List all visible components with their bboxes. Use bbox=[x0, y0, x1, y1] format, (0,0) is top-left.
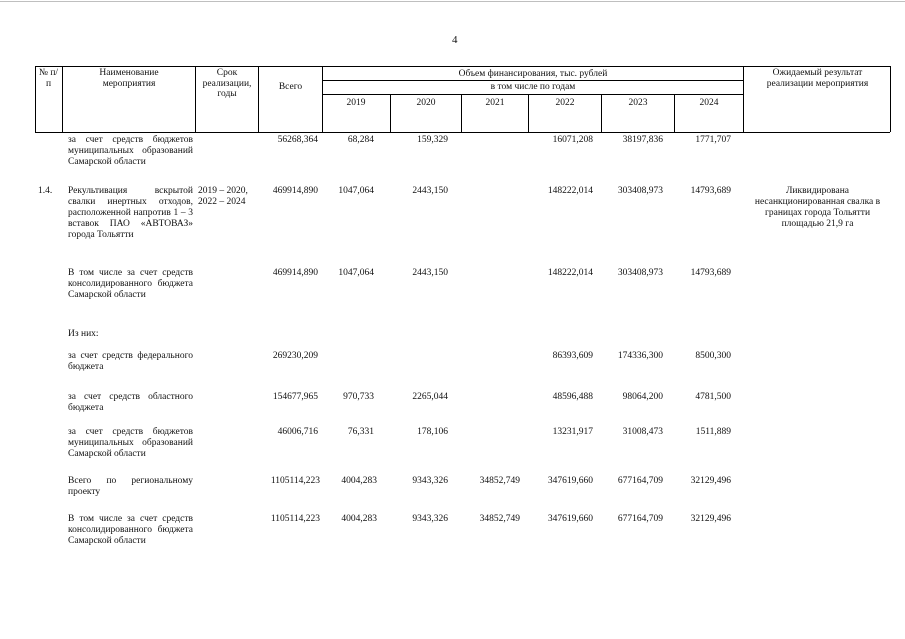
row-2024: 1511,889 bbox=[695, 427, 731, 437]
header-year-2020: 2020 bbox=[416, 98, 436, 108]
row-total: 1105114,223 bbox=[270, 514, 320, 524]
row-2022: 148222,014 bbox=[547, 268, 593, 278]
row-total: 269230,209 bbox=[272, 351, 318, 361]
row-2022: 16071,208 bbox=[552, 135, 593, 145]
row-2019: 68,284 bbox=[347, 135, 374, 145]
row-total: 154677,965 bbox=[272, 392, 318, 402]
row-2023: 303408,973 bbox=[617, 268, 663, 278]
row-2021: 34852,749 bbox=[479, 514, 520, 524]
row-2019: 4004,283 bbox=[341, 476, 377, 486]
row-2024: 14793,689 bbox=[690, 268, 731, 278]
row-2019: 970,733 bbox=[343, 392, 374, 402]
row-total: 469914,890 bbox=[272, 268, 318, 278]
row-2020: 9343,326 bbox=[412, 514, 448, 524]
row-total: 56268,364 bbox=[277, 135, 318, 145]
row-2022: 48596,488 bbox=[552, 392, 593, 402]
header-year-2021: 2021 bbox=[485, 98, 505, 108]
header-result: Ожидаемый результат реализации мероприятия bbox=[766, 68, 869, 89]
row-total: 469914,890 bbox=[272, 186, 318, 196]
row-2022: 347619,660 bbox=[547, 514, 593, 524]
row-2023: 677164,709 bbox=[617, 514, 663, 524]
row-2024: 8500,300 bbox=[695, 351, 731, 361]
row-name: В том числе за счет средств консолидированного бюджета Самарской области bbox=[68, 268, 193, 300]
row-name: Рекультивация вскрытой свалки инертных отходов, расположенной напротив 1 – 3 вставок ПАО «АВТОВАЗ» города Тольятти bbox=[68, 186, 193, 240]
row-2024: 32129,496 bbox=[690, 514, 731, 524]
row-2022: 347619,660 bbox=[547, 476, 593, 486]
row-result: Ликвидирована несанкционированная свалка в границах города Тольятти площадью 21,9 га bbox=[754, 186, 881, 229]
row-2019: 76,331 bbox=[347, 427, 374, 437]
row-2020: 178,106 bbox=[417, 427, 448, 437]
row-2020: 2443,150 bbox=[412, 268, 448, 278]
row-name: за счет средств бюджетов муниципальных образований Самарской области bbox=[68, 427, 193, 459]
row-2023: 174336,300 bbox=[617, 351, 663, 361]
row-number: 1.4. bbox=[38, 186, 53, 196]
header-year-2024: 2024 bbox=[699, 98, 719, 108]
row-2020: 9343,326 bbox=[412, 476, 448, 486]
row-2022: 13231,917 bbox=[552, 427, 593, 437]
row-2022: 86393,609 bbox=[552, 351, 593, 361]
header-no: № п/п bbox=[38, 68, 59, 89]
row-2024: 32129,496 bbox=[690, 476, 731, 486]
row-name: за счет средств областного бюджета bbox=[68, 392, 193, 413]
row-2023: 98064,200 bbox=[622, 392, 663, 402]
header-year-2019: 2019 bbox=[346, 98, 366, 108]
row-name: В том числе за счет средств консолидированного бюджета Самарской области bbox=[68, 514, 193, 546]
header-term: Срок реализации, годы bbox=[202, 68, 252, 99]
header-by-years: в том числе по годам bbox=[490, 82, 576, 92]
row-2024: 1771,707 bbox=[695, 135, 731, 145]
header-funding: Объем финансирования, тыс. рублей bbox=[458, 69, 608, 79]
header-name: Наименование мероприятия bbox=[99, 68, 159, 89]
row-2020: 2443,150 bbox=[412, 186, 448, 196]
row-total: 46006,716 bbox=[277, 427, 318, 437]
row-2024: 14793,689 bbox=[690, 186, 731, 196]
row-2024: 4781,500 bbox=[695, 392, 731, 402]
row-name: Всего по региональному проекту bbox=[68, 476, 193, 497]
row-name: за счет средств бюджетов муниципальных образований Самарской области bbox=[68, 135, 193, 167]
row-total: 1105114,223 bbox=[270, 476, 320, 486]
header-total: Всего bbox=[278, 82, 303, 92]
page-number: 4 bbox=[452, 34, 458, 46]
row-name: за счет средств федерального бюджета bbox=[68, 351, 193, 372]
row-name: Из них: bbox=[68, 329, 99, 339]
row-2019: 4004,283 bbox=[341, 514, 377, 524]
row-2023: 303408,973 bbox=[617, 186, 663, 196]
header-year-2023: 2023 bbox=[628, 98, 648, 108]
row-2021: 34852,749 bbox=[479, 476, 520, 486]
row-term: 2019 – 2020, 2022 – 2024 bbox=[198, 186, 248, 207]
header-year-2022: 2022 bbox=[555, 98, 575, 108]
top-border bbox=[0, 1, 905, 2]
row-2023: 677164,709 bbox=[617, 476, 663, 486]
row-2023: 38197,836 bbox=[622, 135, 663, 145]
row-2019: 1047,064 bbox=[338, 268, 374, 278]
row-2019: 1047,064 bbox=[338, 186, 374, 196]
row-2022: 148222,014 bbox=[547, 186, 593, 196]
row-2023: 31008,473 bbox=[622, 427, 663, 437]
row-2020: 159,329 bbox=[417, 135, 448, 145]
row-2020: 2265,044 bbox=[412, 392, 448, 402]
